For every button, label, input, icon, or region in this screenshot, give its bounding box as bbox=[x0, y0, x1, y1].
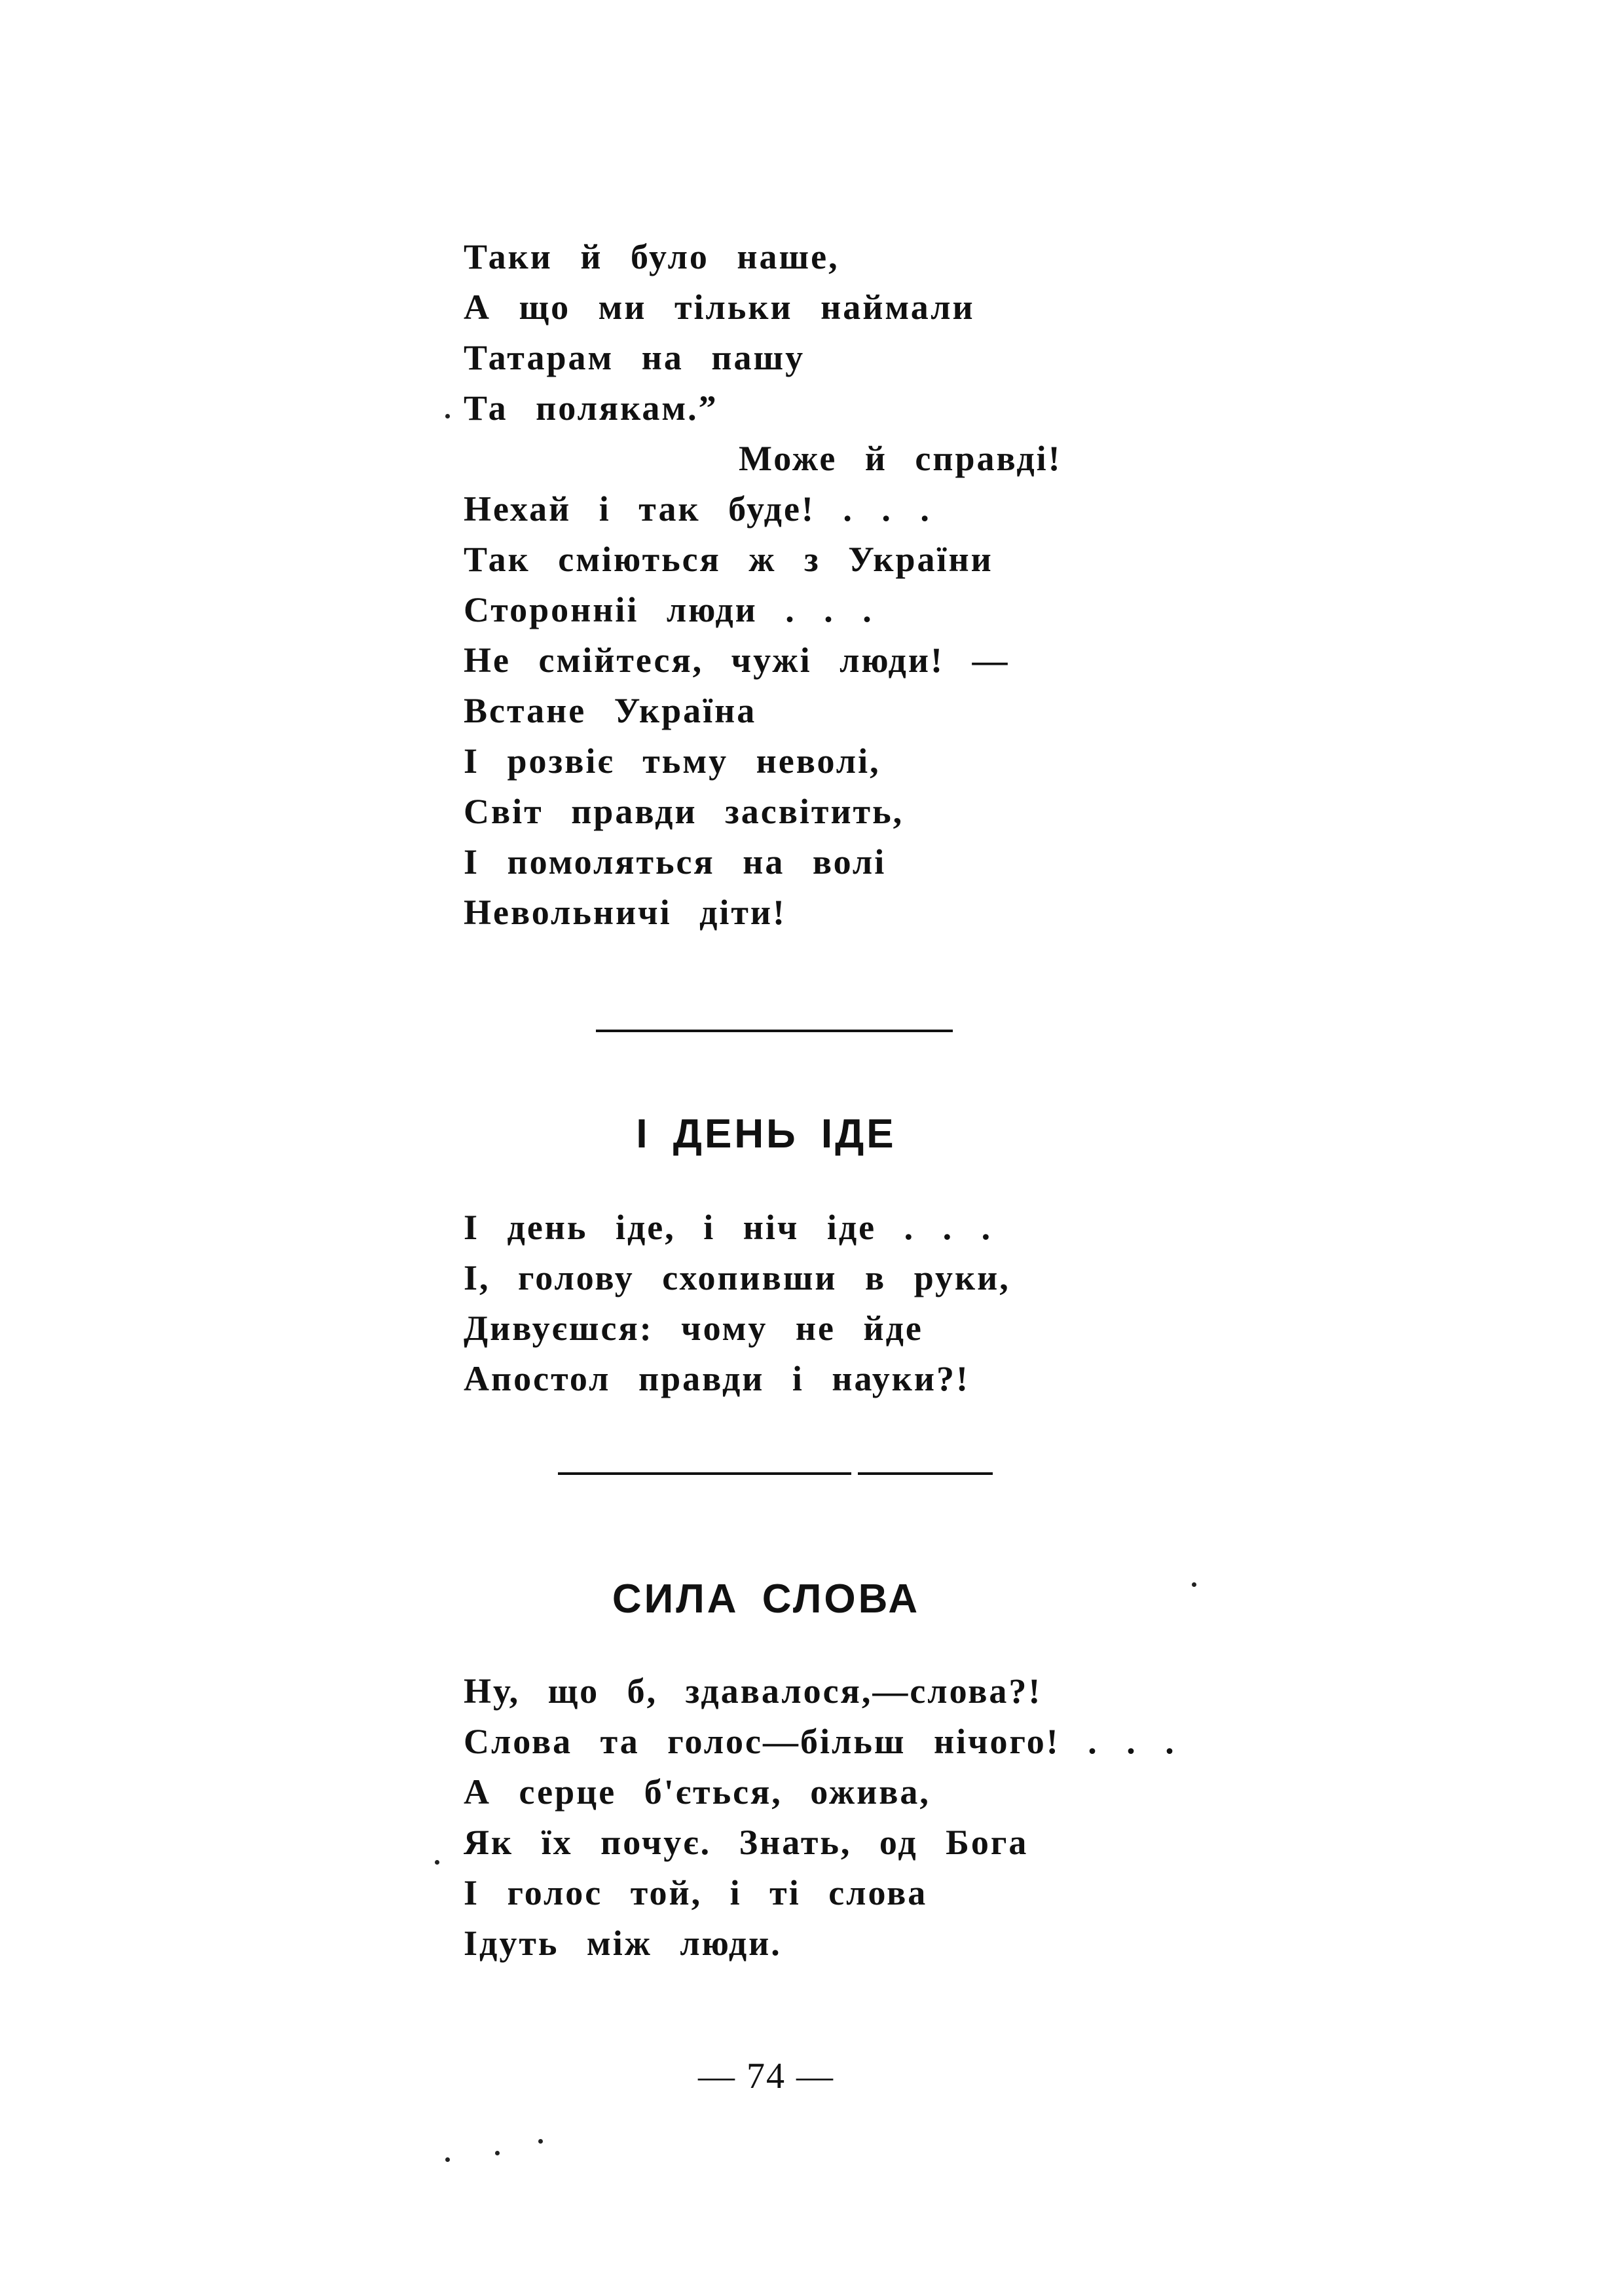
poem-line: Може й справді! bbox=[739, 439, 1062, 478]
poem-line: Так сміються ж з України bbox=[464, 540, 993, 579]
poem-line: Світ правди засвітить, bbox=[464, 792, 904, 831]
poem-line: Встане Україна bbox=[464, 691, 757, 730]
poem-line: Невольничі діти! bbox=[464, 893, 787, 932]
poem-line: Апостол правди і науки?! bbox=[464, 1359, 970, 1398]
print-speck bbox=[445, 414, 450, 419]
poem-line: А серце б'ється, ожива, bbox=[464, 1772, 931, 1812]
poem-continuation-stanza bbox=[464, 232, 1062, 938]
poem-line: І, голову схопивши в руки, bbox=[464, 1258, 1010, 1297]
poem-line: Не смійтеся, чужі люди! — bbox=[464, 641, 1010, 680]
poem-line: Таки й було наше, bbox=[464, 237, 840, 276]
poem-line: Татарам на пашу bbox=[464, 338, 805, 377]
poem-line: І розвіє тьму неволі, bbox=[464, 741, 881, 781]
poem-line: І голос той, і ті слова bbox=[464, 1873, 928, 1912]
print-speck bbox=[1192, 1582, 1196, 1587]
print-speck bbox=[445, 2157, 450, 2162]
section-divider bbox=[558, 1472, 851, 1475]
page-number: — 74 — bbox=[698, 2056, 834, 2096]
poem-word-stanza bbox=[464, 1666, 1176, 1969]
poem-line: Слова та голос—більш нічого! . . . bbox=[464, 1722, 1176, 1761]
poem-line: Ну, що б, здавалося,—слова?! bbox=[464, 1671, 1043, 1711]
poem-line: І помоляться на волі bbox=[464, 842, 887, 882]
poem-line: Ідуть між люди. bbox=[464, 1924, 782, 1963]
poem-line: А що ми тільки наймали bbox=[464, 288, 975, 327]
poem-title: СИЛА СЛОВА bbox=[612, 1576, 921, 1622]
section-divider bbox=[596, 1030, 953, 1032]
poem-line: Сторонніі люди . . . bbox=[464, 590, 874, 629]
poem-line: Та полякам.” bbox=[464, 388, 718, 428]
poem-line: Дивуєшся: чому не йде bbox=[464, 1309, 923, 1348]
poem-day-stanza bbox=[464, 1202, 1010, 1404]
print-speck bbox=[435, 1860, 439, 1865]
section-divider bbox=[858, 1472, 993, 1475]
poem-line: Нехай і так буде! . . . bbox=[464, 489, 931, 529]
poem-line: Як їх почує. Знать, од Бога bbox=[464, 1823, 1029, 1862]
print-speck bbox=[495, 2151, 500, 2155]
print-speck bbox=[538, 2139, 543, 2144]
poem-title: І ДЕНЬ ІДЕ bbox=[636, 1111, 896, 1157]
poem-line: І день іде, і ніч іде . . . bbox=[464, 1208, 993, 1247]
